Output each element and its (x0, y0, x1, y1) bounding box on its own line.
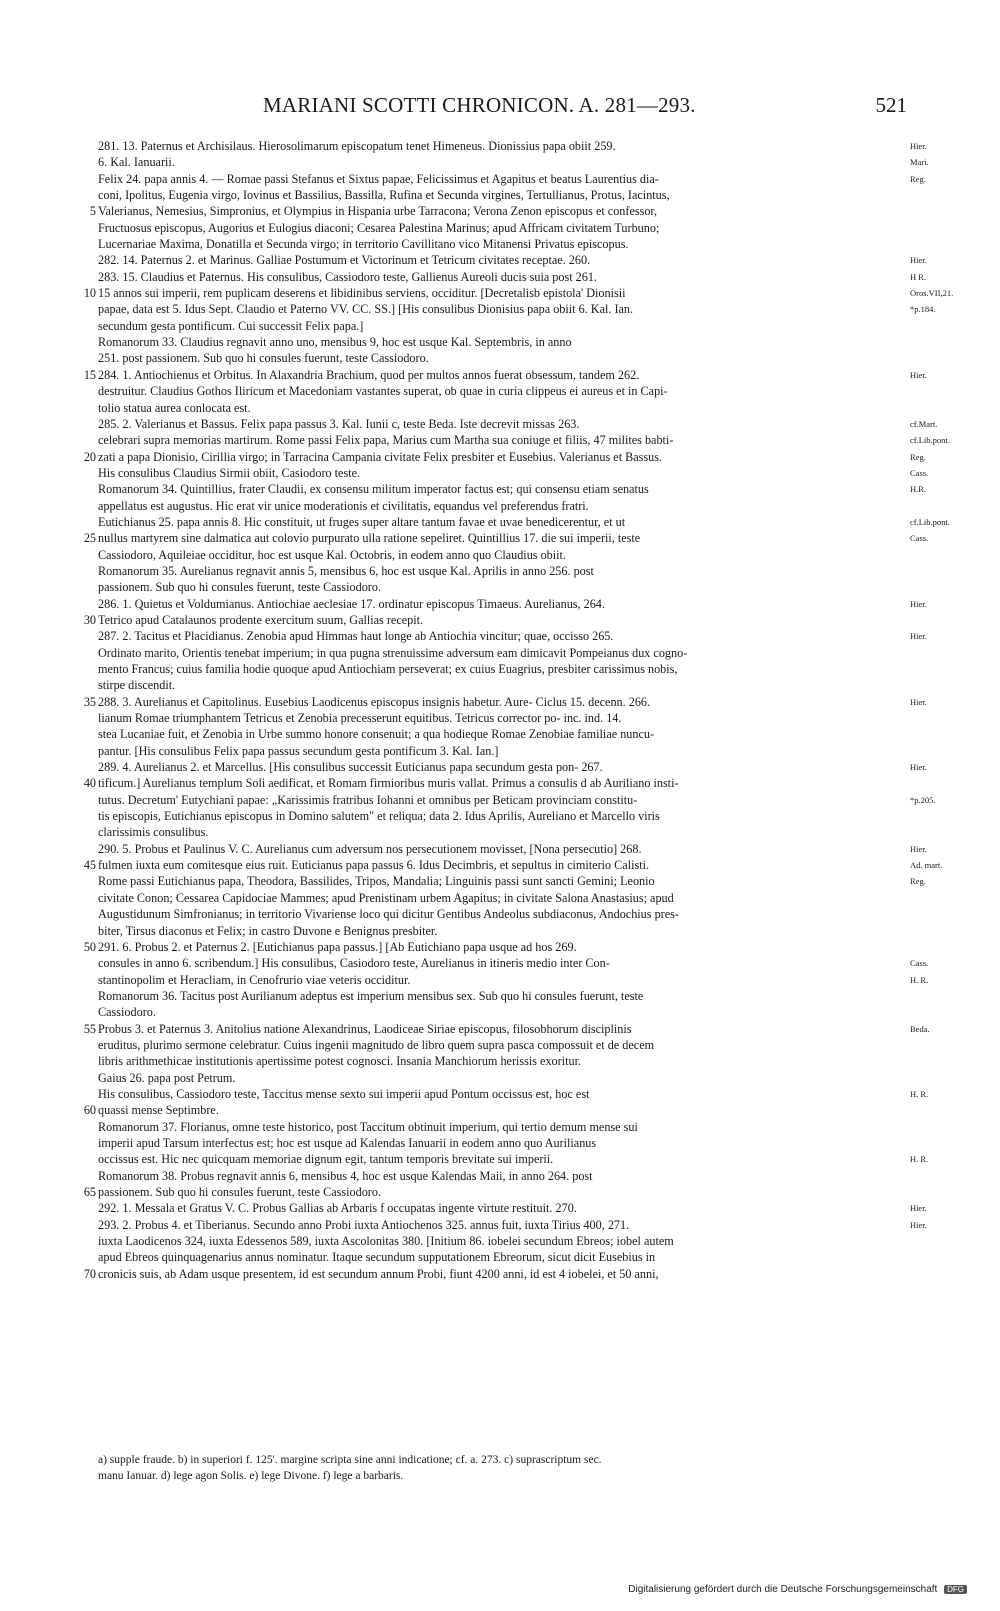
line-text: fulmen iuxta eum comitesque eius ruit. Euticianus papa passus 6. Idus Decimbris, et sepultus in cimiterio Calisti. (98, 858, 650, 873)
text-line (98, 661, 900, 677)
text-line (98, 1233, 900, 1249)
margin-reference: Mari. (910, 157, 929, 168)
line-text: Tetrico apud Catalaunos prodente exercitum suum, Gallias recepit. (98, 612, 424, 627)
line-text: lianum Romae triumphantem Tetricus et Zenobia precesserunt equitibus. Tetricus corrector po- inc. ind. 14. (98, 711, 622, 726)
text-line (98, 236, 900, 252)
line-text: Romanorum 38. Probus regnavit annis 6, mensibus 4, hoc est usque Kalendas Maii, in anno 264. post (98, 1168, 593, 1183)
margin-reference: Cass. (910, 467, 929, 478)
text-line (98, 792, 936, 808)
line-text: civitate Conon; Cessarea Capidociae Mammes; apud Prenistinam urbem Agapitus; in civitate Salona Anastasius; apud (98, 890, 674, 905)
line-text: 288. 3. Aurelianus et Capitolinus. Eusebius Laodicenus episcopus insignis habetur. Aure- Ciclus 15. decenn. 266. (98, 694, 651, 709)
line-text: Lucernariae Maxima, Donatilla et Secunda virgo; in territorio Cavillitano vico Mitanensi Privatus episcopus. (98, 237, 629, 252)
line-number: 50 (83, 939, 96, 954)
line-text: 282. 14. Paternus 2. et Marinus. Galliae Postumum et Victorinum et Tetricum civitates receptae. 260. (98, 253, 591, 268)
margin-reference: Hier. (910, 696, 927, 707)
text-line (98, 890, 900, 906)
text-line (83, 612, 900, 628)
text-line (98, 383, 900, 399)
text-line (98, 563, 900, 579)
line-text: secundum gesta pontificum. Cui successit Felix papa.] (98, 318, 364, 333)
text-line (98, 1200, 927, 1216)
text-line (98, 1151, 929, 1167)
text-line (98, 1004, 900, 1020)
text-line (98, 154, 929, 170)
text-line (98, 498, 900, 514)
text-line (98, 1053, 900, 1069)
text-line (98, 547, 900, 563)
line-text: coni, Ipolitus, Eugenia virgo, Iovinus et Bassilius, Bassilla, Rufina et Secunda virgines, Tertullianus, Protus, Iacintus, (98, 188, 670, 203)
line-text: zati a papa Dionisio, Cirillia virgo; in Tarracina Campania civitate Felix presbiter et Eusebius. Valerianus et Bassus. (98, 449, 663, 464)
line-text: Cassiodoro. (98, 1005, 156, 1020)
line-number: 60 (83, 1103, 96, 1118)
text-line (98, 514, 950, 530)
margin-reference: Beda. (910, 1023, 930, 1034)
text-line (98, 138, 927, 154)
line-text: 251. post passionem. Sub quo hi consules fuerunt, teste Cassiodoro. (98, 351, 429, 366)
text-line (98, 759, 927, 775)
margin-reference: Hier. (910, 762, 927, 773)
margin-reference: H. R. (910, 1154, 929, 1165)
credit-text: Digitalisierung gefördert durch die Deutsche Forschungsgemeinschaft (628, 1584, 938, 1595)
running-title: MARIANI SCOTTI CHRONICON. A. 281—293. (263, 93, 696, 117)
text-line (98, 841, 927, 857)
margin-reference: H. R. (910, 1088, 929, 1099)
text-line (98, 824, 900, 840)
line-number: 5 (89, 204, 96, 219)
line-text: quassi mense Septimbre. (98, 1103, 219, 1118)
dfg-logo: DFG (944, 1585, 967, 1594)
text-line (98, 1070, 900, 1086)
text-line (98, 1217, 927, 1233)
text-line (98, 220, 900, 236)
text-line (98, 873, 926, 889)
margin-reference: Reg. (910, 451, 926, 462)
line-text: Felix 24. papa annis 4. — Romae passi Stefanus et Sixtus papae, Felicissimus et Agapitus et beatus Laurentius dia- (98, 171, 659, 186)
text-line (98, 677, 900, 693)
line-number: 10 (83, 286, 96, 301)
line-text: tificum.] Aurelianus templum Soli aedificat, et Romam firmioribus muris vallat. Primus a consulis d ab Auriliano insti- (98, 776, 679, 791)
margin-reference: Oros.VII,21. (910, 288, 954, 299)
margin-reference: *p.184. (910, 304, 936, 315)
digitization-credit (628, 1584, 967, 1595)
margin-reference: Hier. (910, 255, 927, 266)
line-text: Romanorum 37. Florianus, omne teste historico, post Taccitum obtinuit imperium, qui tertio demum mense sui (98, 1119, 638, 1134)
page-header (0, 93, 1000, 123)
footnotes (98, 1452, 900, 1484)
line-number: 15 (83, 367, 96, 382)
chronicle-text (83, 138, 954, 1282)
line-text: 6. Kal. Ianuarii. (98, 155, 175, 170)
margin-reference: H R. (910, 271, 927, 282)
margin-reference: cf.Lib.pont. (910, 435, 950, 446)
text-line (98, 334, 900, 350)
text-line (89, 203, 900, 219)
text-line (98, 400, 900, 416)
text-line (98, 252, 927, 268)
footnote-line: a) supple fraude. b) in superiori f. 125'. margine scripta sine anni indicatione; cf. a. 273. c) suprascriptum sec. (98, 1454, 602, 1466)
line-text: consules in anno 6. scribendum.] His consulibus, Casiodoro teste, Aurelianus in itineris medio inter Con- (98, 956, 610, 971)
line-text: 293. 2. Probus 4. et Tiberianus. Secundo anno Probi iuxta Antiochenos 325. annus fuit, iuxta Tirius 400, 271. (98, 1217, 630, 1232)
line-text: 285. 2. Valerianus et Bassus. Felix papa passus 3. Kal. Iunii c, teste Beda. Iste decrevit missas 263. (98, 416, 580, 431)
text-line (98, 972, 929, 988)
text-line (98, 923, 900, 939)
margin-reference: Hier. (910, 141, 927, 151)
line-text: 292. 1. Messala et Gratus V. C. Probus Gallias ab Arbaris f occupatas ingente virtute restituit. 270. (98, 1201, 577, 1216)
margin-reference: Ad. mart. (910, 860, 943, 871)
text-line (98, 579, 900, 595)
text-line (83, 1184, 900, 1200)
line-number: 55 (83, 1021, 96, 1036)
line-text: libris arithmethicae institutionis apertissime potest cognosci. Insania Manchiorum herissis exoritur. (98, 1054, 582, 1069)
text-line (98, 1135, 900, 1151)
text-line (98, 171, 926, 187)
line-text: 290. 5. Probus et Paulinus V. C. Aurelianus cum adversum nos persecutionem movisset, [Nona persecutio] 268. (98, 841, 642, 856)
text-line (98, 350, 900, 366)
line-text: eruditus, plurimo sermone celebratur. Cuius ingenii magnitudo de libro quem supra pasca compossuit et de decem (98, 1037, 655, 1052)
margin-reference: H.R. (910, 484, 927, 495)
line-text: 289. 4. Aurelianus 2. et Marcellus. [His consulibus successit Euticianus papa secundum gesta pon- 267. (98, 760, 603, 775)
line-text: tolio statua aurea conlocata est. (98, 400, 251, 415)
text-line (83, 1102, 900, 1118)
line-text: celebrari supra memorias martirum. Rome passi Felix papa, Marius cum Martha sua coniuge et filiis, 47 milites babti- (98, 433, 674, 448)
line-text: occissus est. Hic nec quicquam memoriae dignum egit, tantum temporis brevitate sui imperii. (98, 1152, 554, 1167)
text-line (83, 285, 954, 301)
line-text: Romanorum 33. Claudius regnavit anno uno, mensibus 9, hoc est usque Kal. Septembris, in anno (98, 335, 572, 350)
margin-reference: Hier. (910, 369, 927, 380)
page-number: 521 (875, 93, 907, 117)
text-line (98, 808, 900, 824)
margin-reference: Hier. (910, 631, 927, 642)
line-text: tis episcopis, Eutichianus episcopus in Domino salutem" et reliqua; data 2. Idus Aprilis, Aureliano et Marcello viris (98, 809, 660, 824)
line-text: appellatus est augustus. Hic erat vir unice moderationis et civilitatis, equandus vel preferendus fratri. (98, 498, 589, 513)
line-number: 35 (83, 694, 96, 709)
line-number: 30 (83, 612, 96, 627)
line-text: iuxta Laodicenos 324, iuxta Edessenos 589, iuxta Ascolonitas 380. [Initium 86. iobelei secundum Ebreos; iobel autem (98, 1234, 674, 1249)
footnote-line: manu Ianuar. d) lege agon Solis. e) lege Divone. f) lege a barbaris. (98, 1470, 404, 1482)
text-line (98, 301, 936, 317)
line-number: 45 (83, 858, 96, 873)
margin-reference: Hier. (910, 598, 927, 609)
text-line (83, 857, 943, 873)
text-line (98, 1086, 929, 1102)
line-text: His consulibus, Cassiodoro teste, Taccitus mense sexto sui imperii apud Pontum occissus est, hoc est (98, 1086, 590, 1101)
line-text: Romanorum 36. Tacitus post Aurilianum adeptus est imperium mensibus sex. Sub quo hi consules fuerunt, teste (98, 988, 644, 1003)
text-line (98, 596, 927, 612)
line-text: 283. 15. Claudius et Paternus. His consulibus, Cassiodoro teste, Gallienus Aureoli ducis suia post 261. (98, 269, 597, 284)
line-text: stea Lucaniae fuit, et Zenobia in Urbe summo honore consenuit; a qua hodieque Romae Zenobiae familiae nuncu- (98, 727, 655, 742)
line-text: Gaius 26. papa post Petrum. (98, 1070, 236, 1085)
text-line (98, 269, 927, 285)
line-text: passionem. Sub quo hi consules fuerunt, teste Cassiodoro. (98, 1185, 381, 1199)
text-line (98, 645, 900, 661)
text-line (98, 628, 927, 644)
text-line (98, 1119, 900, 1135)
margin-reference: Hier. (910, 1203, 927, 1214)
line-text: Ordinato marito, Orientis tenebat imperium; in qua pugna strenuissime adversum eam dimicavit Pompeianus dux cogno- (98, 645, 688, 660)
text-line (98, 1249, 900, 1265)
margin-reference: Cass. (910, 958, 929, 969)
line-text: 281. 13. Paternus et Archisilaus. Hierosolimarum episcopatum tenet Himeneus. Dionissius papa obiit 259. (98, 139, 616, 153)
text-line (98, 187, 900, 203)
line-text: 291. 6. Probus 2. et Paternus 2. [Eutichianus papa passus.] [Ab Eutichiano papa usque ad hos 269. (98, 939, 577, 954)
margin-reference: cf.Mart. (910, 418, 938, 429)
line-text: apud Ebreos quinquagenarius annus nominatur. Itaque secundum supputationem Ebreorum, sicut dicit Eusebius in (98, 1250, 656, 1265)
line-text: 286. 1. Quietus et Voldumianus. Antiochiae aeclesiae 17. ordinatur episcopus Timaeus. Aurelianus, 264. (98, 596, 605, 611)
line-text: destruitur. Claudius Gothos Iliricum et Macedoniam vastantes superat, ob quae in curia clippeus ei aureus et in Capi- (98, 384, 668, 399)
text-line (83, 1266, 900, 1282)
line-text: mento Francus; cuius familia hodie quoque apud Antiochiam perseverat; ex cuius Euagrius, presbiter carissimus nobis, (98, 662, 678, 676)
text-line (98, 481, 927, 497)
margin-reference: Cass. (910, 533, 929, 544)
text-line (83, 775, 900, 791)
text-line (98, 416, 938, 432)
line-text: stantinopolim et Heracliam, in Cenofrurio viae veteris occiditur. (98, 972, 411, 987)
line-text: Probus 3. et Paternus 3. Anitolius natione Alexandrinus, Laodiceae Siriae episcopus, filosobhorum disciplinis (98, 1021, 632, 1036)
line-number: 25 (83, 531, 96, 546)
line-text: biter, Tirsus diaconus et Felix; in castro Duvone e Benignus presbiter. (98, 923, 438, 938)
text-line (98, 710, 900, 726)
line-text: Valerianus, Nemesius, Simpronius, et Olympius in Hispania urbe Tarracona; Verona Zenon episcopus et confessor, (98, 204, 658, 219)
line-text: Fructuosus episcopus, Augorius et Eulogius diaconi; Cesarea Palestina Marinus; apud Affricam civitatem Turbuno; (98, 220, 660, 235)
text-line (83, 367, 927, 383)
line-text: Cassiodoro, Aquileiae occiditur, hoc est usque Kal. Octobris, in eodem anno quo Claudius obiit. (98, 547, 566, 562)
line-text: imperii apud Tarsum interfectus est; hoc est usque ad Kalendas Ianuarii in eodem anno quo Aurilianus (98, 1135, 597, 1150)
margin-reference: H. R. (910, 974, 929, 985)
line-number: 20 (83, 449, 96, 464)
line-text: pantur. [His consulibus Felix papa passus secundum gesta pontificum 3. Kal. Ian.] (98, 743, 499, 758)
line-text: tutus. Decretum' Eutychiani papae: „Karissimis fratribus Iohanni et omnibus per Beticam provinciam constitu- (98, 792, 638, 807)
line-text: 284. 1. Antiochienus et Orbitus. In Alaxandria Brachium, quod per multos annos fuerat obsessum, tandem 262. (98, 367, 640, 382)
text-line (98, 432, 950, 448)
text-line (98, 1168, 900, 1184)
text-line (98, 318, 900, 334)
text-line (83, 449, 926, 465)
margin-reference: Reg. (910, 876, 926, 887)
margin-reference: Hier. (910, 843, 927, 854)
line-text: stirpe discendit. (98, 678, 176, 693)
text-line (83, 1021, 930, 1037)
text-line (98, 726, 900, 742)
line-number: 70 (83, 1266, 96, 1281)
text-line (98, 743, 900, 759)
line-text: clarissimis consulibus. (98, 825, 209, 840)
text-line (83, 694, 927, 710)
text-line (98, 465, 929, 481)
text-line (98, 906, 900, 922)
text-line (98, 1037, 900, 1053)
line-text: 15 annos sui imperii, rem puplicam deserens et libidinibus serviens, occiditur. [Decretalisb epistola' Dionisii (98, 286, 626, 301)
line-text: nullus martyrem sine dalmatica aut colovio purpurato ulla ratione sepeliret. Quintillius 17. die sui imperii, teste (98, 531, 641, 546)
line-text: His consulibus Claudius Sirmii obiit, Casiodoro teste. (98, 465, 361, 480)
line-text: Romanorum 34. Quintillius, frater Claudii, ex consensu militum imperator factus est; qui consensu etiam senatus (98, 482, 649, 497)
text-line (83, 939, 900, 955)
line-text: Romanorum 35. Aurelianus regnavit annis 5, mensibus 6, hoc est usque Kal. Aprilis in anno 256. post (98, 563, 594, 578)
text-line (83, 530, 929, 546)
line-text: Rome passi Eutichianus papa, Theodora, Bassilides, Tripos, Mandalia; Linguinis passi sunt sancti Gemini; Leonio (98, 874, 655, 889)
line-text: Eutichianus 25. papa annis 8. Hic constituit, ut fruges super altare tantum favae et uvae benedicerentur, et ut (98, 514, 626, 529)
line-text: 287. 2. Tacitus et Placidianus. Zenobia apud Himmas haut longe ab Antiochia vincitur; quae, occisso 265. (98, 629, 614, 644)
line-number: 65 (83, 1185, 96, 1199)
line-text: Augustidunum Simfronianus; in territorio Vivariense loco qui dicitur Gentibus Andeolus subdiaconus, Andochius pres- (98, 907, 679, 922)
margin-reference: cf.Lib.pont. (910, 516, 950, 527)
margin-reference: *p.205. (910, 794, 936, 805)
line-number: 40 (83, 776, 96, 791)
margin-reference: Hier. (910, 1219, 927, 1230)
line-text: papae, data est 5. Idus Sept. Claudio et Paterno VV. CC. SS.] [His consulibus Dionisius papa obiit 6. Kal. Ian. (98, 302, 634, 317)
text-line (98, 988, 900, 1004)
line-text: passionem. Sub quo hi consules fuerunt, teste Cassiodoro. (98, 580, 381, 595)
margin-reference: Reg. (910, 173, 926, 184)
line-text: cronicis suis, ab Adam usque presentem, id est secundum annum Probi, fiunt 4200 anni, id est 4 iobelei, et 50 anni, (98, 1266, 659, 1281)
text-line (98, 955, 929, 971)
